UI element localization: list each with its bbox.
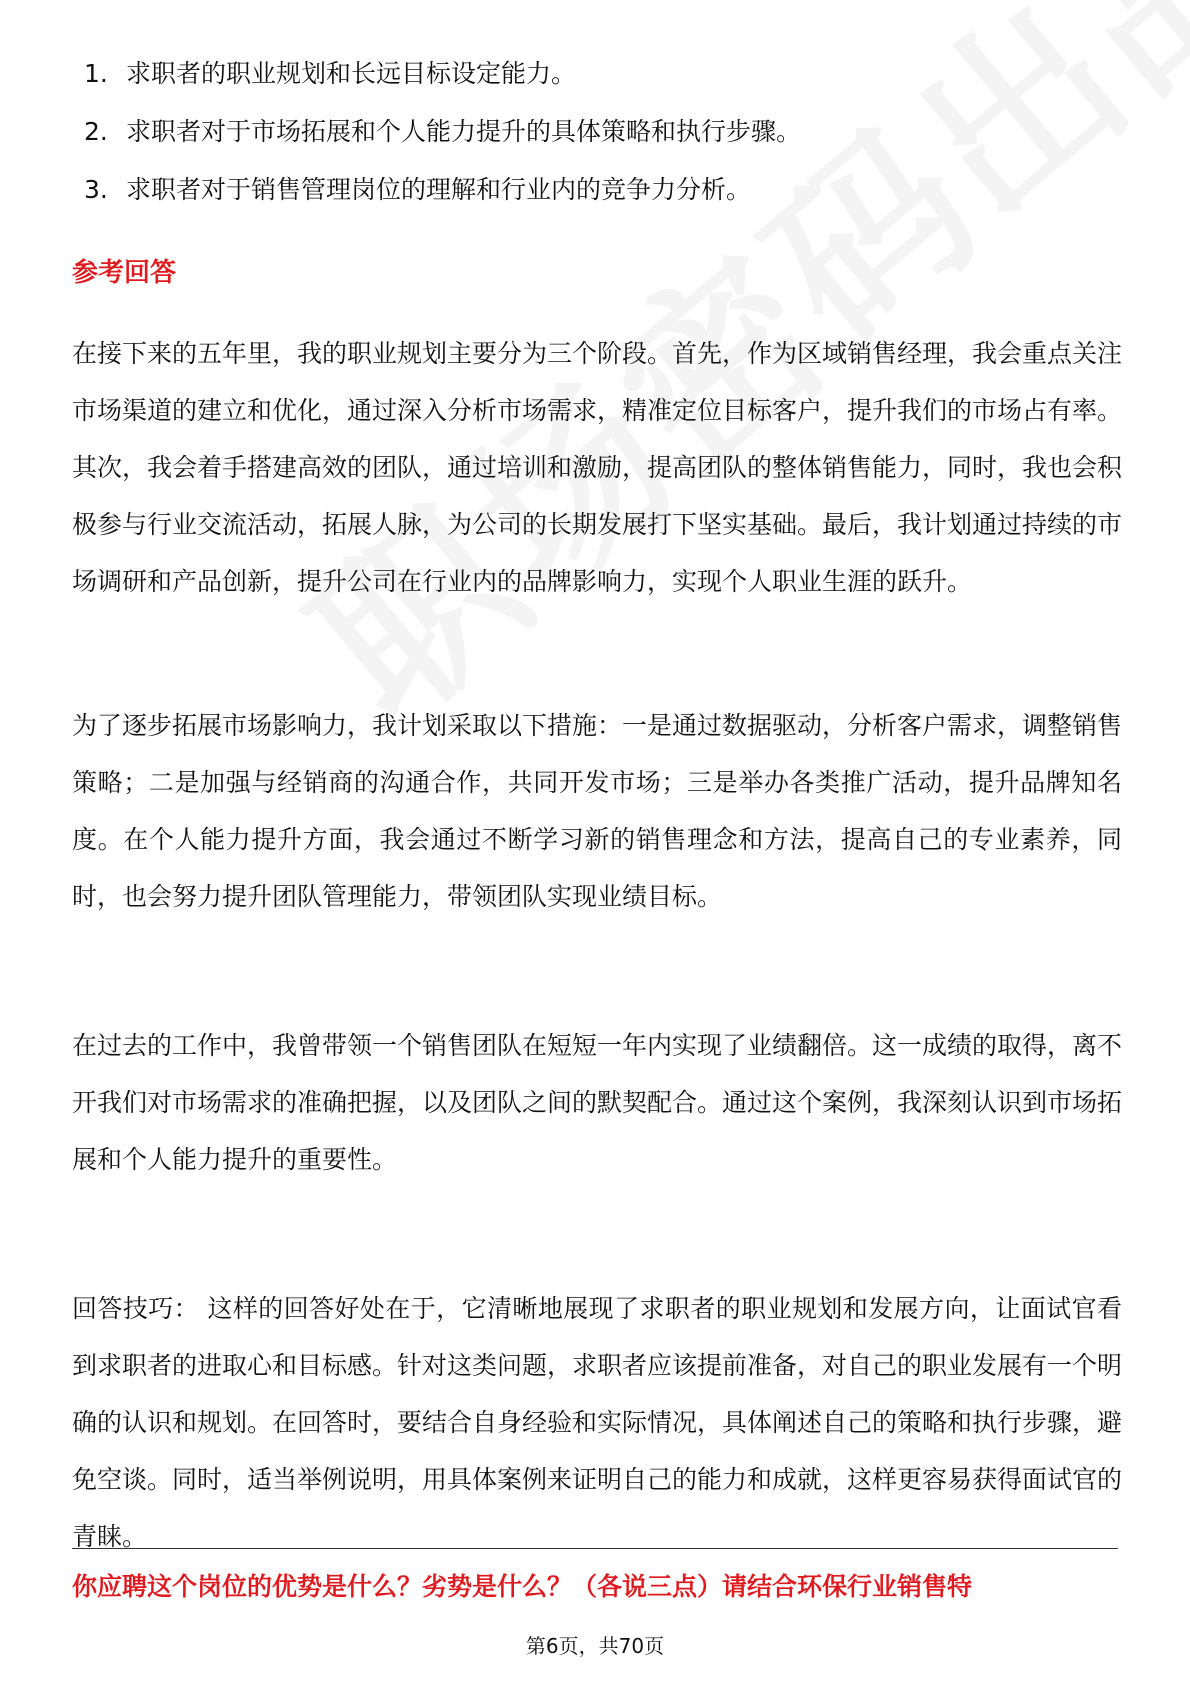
- answer-paragraph: 在接下来的五年里，我的职业规划主要分为三个阶段。首先，作为区域销售经理，我会重点关注市场渠道的建立和优化，通过深入分析市场需求，精准定位目标客户，提升我们的市场占有率。其次，我会着手搭建高效的团队，通过培训和激励，提高团队的整体销售能力，同时，我也会积极参与行业交流活动，拓展人脉，为公司的长期发展打下坚实基础。最后，我计划通过持续的市场调研和产品创新，提升公司在行业内的品牌影响力，实现个人职业生涯的跃升。: [72, 339, 1123, 596]
- section-heading: 参考回答: [72, 258, 177, 288]
- list-item: [84, 60, 1124, 88]
- list-item-text: 求职者的职业规划和长远目标设定能力。: [126, 59, 577, 88]
- list-item: [84, 176, 1124, 204]
- list-item-text: 求职者对于销售管理岗位的理解和行业内的竞争力分析。: [126, 175, 752, 204]
- list-item-number: 2.: [84, 117, 108, 146]
- divider: [72, 1548, 1118, 1549]
- list-item-number: 1.: [84, 59, 108, 88]
- list-item-number: 3.: [84, 175, 108, 204]
- answer-paragraph: 在过去的工作中，我曾带领一个销售团队在短短一年内实现了业绩翻倍。这一成绩的取得，离不开我们对市场需求的准确把握，以及团队之间的默契配合。通过这个案例，我深刻认识到市场拓展和个人能力提升的重要性。: [72, 1031, 1123, 1174]
- tips-paragraph: 回答技巧： 这样的回答好处在于，它清晰地展现了求职者的职业规划和发展方向，让面试官看到求职者的进取心和目标感。针对这类问题，求职者应该提前准备，对自己的职业发展有一个明确的认识和规划。在回答时，要结合自身经验和实际情况，具体阐述自己的策略和执行步骤，避免空谈。同时，适当举例说明，用具体案例来证明自己的能力和成就，这样更容易获得面试官的青睐。: [72, 1294, 1123, 1551]
- answer-paragraph: 为了逐步拓展市场影响力，我计划采取以下措施：一是通过数据驱动，分析客户需求，调整销售策略；二是加强与经销商的沟通合作，共同开发市场；三是举办各类推广活动，提升品牌知名度。在个人能力提升方面，我会通过不断学习新的销售理念和方法，提高自己的专业素养，同时，也会努力提升团队管理能力，带领团队实现业绩目标。: [72, 711, 1123, 911]
- evaluation-points-list: [84, 60, 1124, 234]
- next-question-heading: 你应聘这个岗位的优势是什么？劣势是什么？（各说三点）请结合环保行业销售特: [72, 1572, 973, 1601]
- list-item-text: 求职者对于市场拓展和个人能力提升的具体策略和执行步骤。: [126, 117, 802, 146]
- page-number: 第6页，共70页: [525, 1634, 665, 1658]
- list-item: [84, 118, 1124, 146]
